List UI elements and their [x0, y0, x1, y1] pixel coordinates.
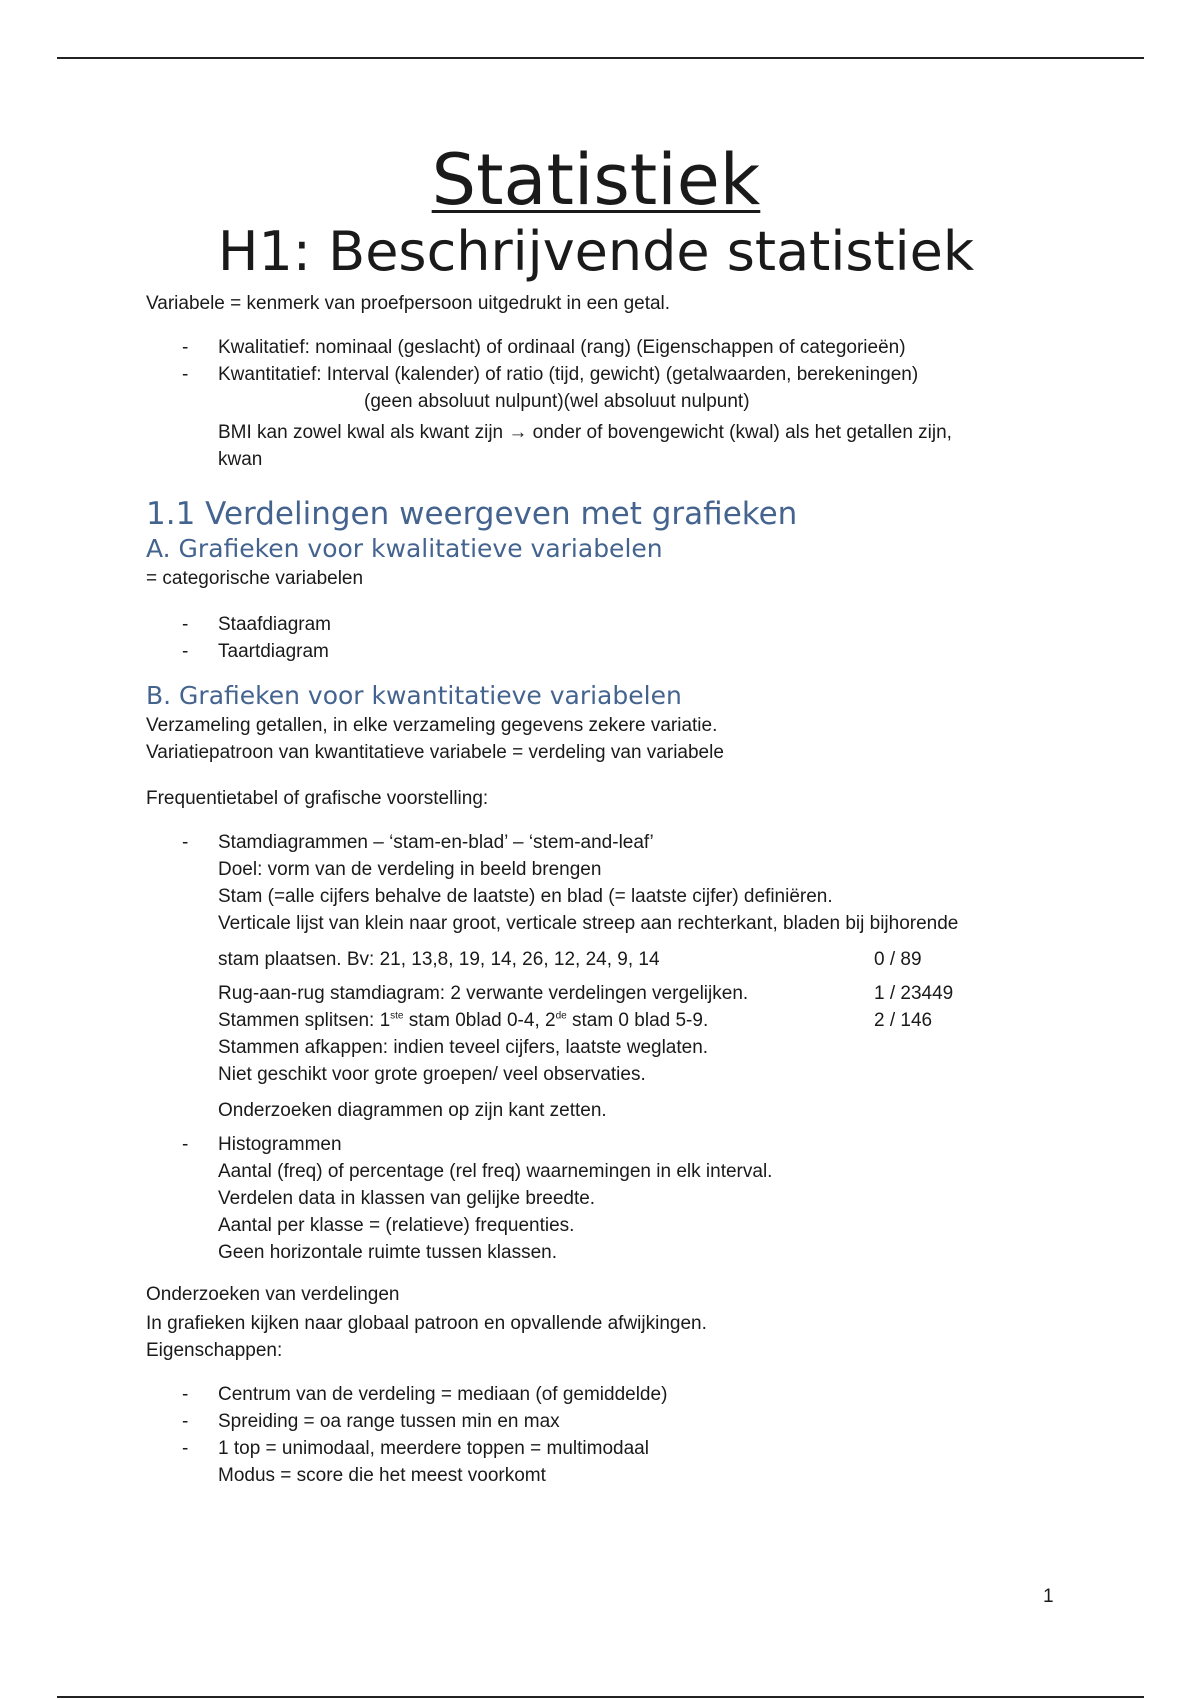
onderzoek-p3: Eigenschappen:: [146, 1340, 283, 1361]
modus-note: Modus = score die het meest voorkomt: [218, 1465, 546, 1486]
subheading-a: A. Grafieken voor kwalitatieve variabelen: [146, 534, 663, 563]
document-title: Statistiek: [431, 139, 761, 221]
chapter-title: H1: Beschrijvende statistiek: [217, 220, 975, 283]
bmi-note-2: kwan: [218, 449, 263, 470]
page-number: 1: [1043, 1586, 1054, 1607]
list-item: - Taartdiagram: [146, 638, 1046, 665]
nulpunt-note: (geen absoluut nulpunt)(wel absoluut nulpunt): [364, 391, 750, 412]
qualitative-charts-list: [146, 611, 1046, 665]
header-rule: [57, 57, 1144, 59]
stem-leaf-row-1: Rug-aan-rug stamdiagram: 2 verwante verdelingen vergelijken. 1 / 23449: [218, 983, 954, 1004]
properties-list: [146, 1381, 1046, 1462]
sub-b-p2: Variatiepatroon van kwantitatieve variabele = verdeling van variabele: [146, 742, 724, 763]
list-item: - Centrum van de verdeling = mediaan (of gemiddelde): [146, 1381, 1046, 1408]
stem-leaf-row-0: stam plaatsen. Bv: 21, 13,8, 19, 14, 26, 12, 24, 9, 14 0 / 89: [218, 949, 922, 970]
list-item: - Staafdiagram: [146, 611, 1046, 638]
list-item: - Kwantitatief: Interval (kalender) of ratio (tijd, gewicht) (getalwaarden, berekeningen): [146, 361, 1046, 388]
footer-rule: [57, 1696, 1144, 1698]
list-item: - Spreiding = oa range tussen min en max: [146, 1408, 1046, 1435]
variable-types-list: [146, 334, 1046, 388]
sub-b-p1: Verzameling getallen, in elke verzameling gegevens zekere variatie.: [146, 715, 718, 736]
quantitative-charts-list: [146, 829, 1046, 1266]
onderzoek-p2: In grafieken kijken naar globaal patroon en opvallende afwijkingen.: [146, 1313, 707, 1334]
list-item-histogrammen: - Histogrammen Aantal (freq) of percentage (rel freq) waarnemingen in elk interval. Verdelen data in klassen van gelijke breedte. Aantal per klasse = (relatieve) frequenties. Geen horizontale ruimte tussen klassen.: [146, 1131, 1046, 1266]
subheading-b: B. Grafieken voor kwantitatieve variabelen: [146, 681, 682, 710]
document-page: [146, 140, 1046, 1489]
stem-leaf-row-2: Stammen splitsen: 1ste stam 0blad 0-4, 2de stam 0 blad 5-9. 2 / 146: [218, 1010, 933, 1031]
intro-text: Variabele = kenmerk van proefpersoon uitgedrukt in een getal.: [146, 293, 671, 314]
sub-b-p3: Frequentietabel of grafische voorstelling:: [146, 788, 489, 809]
section-heading-1-1: 1.1 Verdelingen weergeven met grafieken: [146, 496, 798, 532]
list-item: - 1 top = unimodaal, meerdere toppen = multimodaal: [146, 1435, 1046, 1462]
list-item: - Kwalitatief: nominaal (geslacht) of ordinaal (rang) (Eigenschappen of categorieën): [146, 334, 1046, 361]
sub-a-desc: = categorische variabelen: [146, 568, 364, 589]
onderzoek-heading: Onderzoeken van verdelingen: [146, 1284, 400, 1305]
bmi-note-1: BMI kan zowel kwal als kwant zijn → onder of bovengewicht (kwal) als het getallen zijn,: [218, 422, 952, 443]
list-item-stamdiagram: - Stamdiagrammen – ‘stam-en-blad’ – ‘stem-and-leaf’ Doel: vorm van de verdeling in beeld brengen Stam (=alle cijfers behalve de laatste) en blad (= laatste cijfer) definiëren. Verticale lijst van klein naar groot, verticale streep aan rechterkant, bladen bij bijhorende stam plaatsen. Bv: 21, 13,8, 19, 14, 26, 12, 24, 9, 14 0 / 89 Rug-aan-rug stamdiagram: 2 verwante verdelingen vergelijken. 1 / 23449 Stammen splitsen: 1ste stam 0blad 0-4, 2de stam 0 blad 5-9. 2 / 146 Stammen afkappen: indien teveel cijfers, laatste weglaten. Niet geschikt voor grote groepen/ veel observaties. Onderzoeken diagrammen op zijn kant zetten.: [146, 829, 1046, 1124]
